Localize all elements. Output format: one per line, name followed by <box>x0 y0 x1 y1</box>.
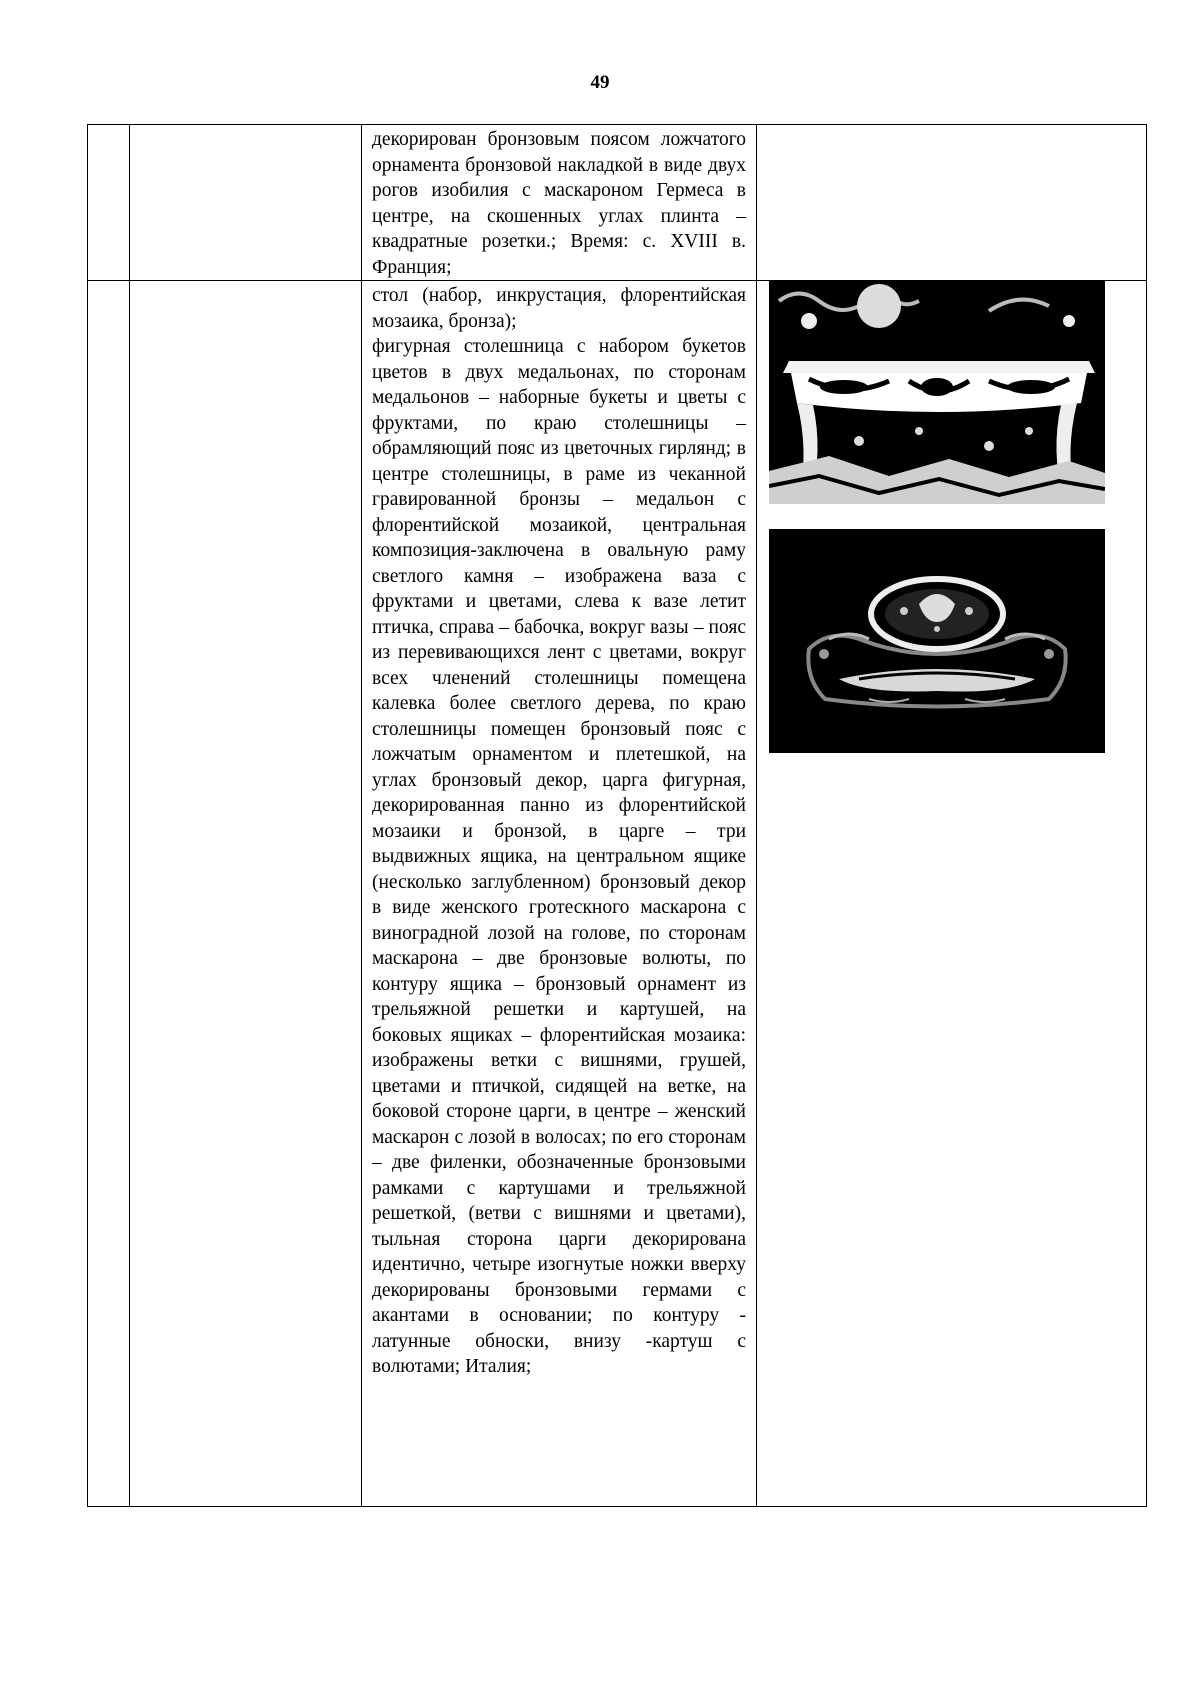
page-number: 49 <box>590 72 610 93</box>
row-number-cell <box>88 281 130 1507</box>
description-cell <box>362 281 757 1507</box>
image-cell <box>757 281 1147 1507</box>
description-cell <box>362 125 757 281</box>
row-number-cell <box>88 125 130 281</box>
inventory-table <box>87 124 1147 1507</box>
image-cell <box>757 125 1147 281</box>
item-name-cell <box>130 125 362 281</box>
table-row <box>88 281 1147 1507</box>
description-paragraph: декорирован бронзовым поясом ложчатого орнамента бронзовой накладкой в виде двух рогов изобилия с маскароном Гермеса в центре, на скошенных углах плинта – квадратные розетки.; Время: с. XVIII в. Франция; <box>372 129 746 278</box>
description-paragraph: стол (набор, инкрустация, флорентийская мозаика, бронза); <box>372 285 746 332</box>
table-top-photo <box>769 529 1105 753</box>
table-front-photo <box>769 281 1105 504</box>
table-row <box>88 125 1147 281</box>
description-paragraph: фигурная столешница с набором букетов цветов в двух медальонах, по сторонам медальонов – наборные букеты и цветы с фруктами, по краю столешницы – обрамляющий пояс из цветочных гирлянд; в центре столешницы, в раме из чеканной гравированной бронзы – медальон с флорентийской мозаикой, центральная композиция-заключена в овальную раму светлого камня – изображена ваза с фруктами и цветами, слева к вазе летит птичка, справа – бабочка, вокруг вазы – пояс из перевивающихся лент с цветами, вокруг всех членений столешницы помещена калевка более светлого дерева, по краю столешницы помещен бронзовый пояс с ложчатым орнаментом и плетешкой, на углах бронзовый декор, царга фигурная, декорированная панно из флорентийской мозаики и бронзой, в царге – три выдвижных ящика, на центральном ящике (несколько заглубленном) бронзовый декор в виде женского гротескного маскарона с виноградной лозой на голове, по сторонам маскарона – две бронзовые волюты, по контуру ящика – бронзовый орнамент из трельяжной решетки и картушей, на боковых ящиках – флорентийская мозаика: изображены ветки с вишнями, грушей, цветами и птичкой, сидящей на ветке, на боковой стороне царги, в центре – женский маскарон с лозой в волосах; по его сторонам – две филенки, обозначенные бронзовыми рамками с картушами и трельяжной решеткой, (ветви с вишнями и цветами), тыльная сторона царги декорирована идентично, четыре изогнутые ножки вверху декорированы бронзовыми гермами с акантами в основании; по контуру - латунные обноски, внизу -картуш с волютами; Италия; <box>372 336 746 1377</box>
item-name-cell <box>130 281 362 1507</box>
